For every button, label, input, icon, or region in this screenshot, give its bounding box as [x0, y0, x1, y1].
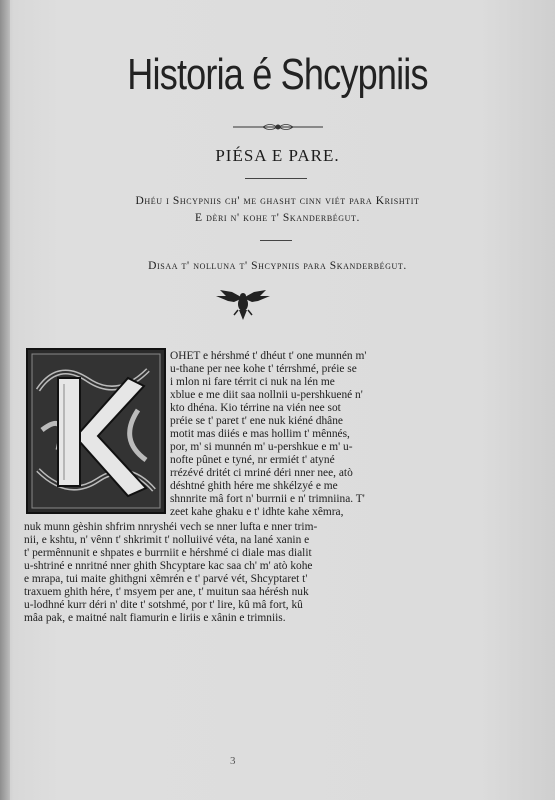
- text-line: e mrapa, tui maite ghithgni xêmrén e t' parvé vét, Shcyptaret t': [24, 573, 308, 585]
- subtitle-line-1: Dhéu i Shcypniis ch' me ghasht cinn viét para Krishtit: [135, 195, 420, 207]
- subtitle-line-2: E dèri n' kohe t' Skanderbégut.: [195, 212, 360, 224]
- text-line: OHET e hérshmé t' dhéut t' one munnén m': [170, 350, 367, 362]
- text-line: déshtné ghith hére me shkélzyé e me: [170, 480, 338, 492]
- text-line: motit mas diiés e mas hollim t' mênnés,: [170, 428, 350, 440]
- divider: [245, 178, 307, 179]
- page-title: Historia é Shcypniis: [127, 50, 428, 99]
- text-line: traxuem ghith hére, t' msyem per ane, t' muitun saa hérésh nuk: [24, 586, 309, 598]
- rule-ornament-icon: [233, 121, 323, 133]
- text-line: t' permênnunit e shpates e burrniit e hérshmé ci diale mas dialit: [24, 547, 312, 559]
- page-number: 3: [230, 755, 236, 767]
- text-line: mâa pak, e maitné nalt fiamurin e liriis e xânin e trimniis.: [24, 612, 286, 624]
- divider: [260, 240, 292, 241]
- text-line: nii, e kshtu, n' vênn t' shkrimit t' nolluiivé véta, na lané xanin e: [24, 534, 310, 546]
- title-ornament: [0, 120, 555, 138]
- text-line: u-lodhné kurr déri n' dite t' sotshmé, por t' lire, kû mâ fort, kû: [24, 599, 303, 611]
- text-line: préie se t' paret t' ene nuk kiéné dhâne: [170, 415, 343, 427]
- section-heading: Disaa t' nolluna t' Shcypniis para Skanderbégut.: [148, 260, 407, 272]
- text-line: nuk munn gèshin shfrim nnryshéi vech se nner lufta e nner trim-: [24, 521, 318, 533]
- initial-k-icon: [28, 350, 164, 512]
- text-line: kto dhéna. Kio térrine na vién nee sot: [170, 402, 341, 414]
- text-line: nofte pûnet e tyné, nr ermiét t' atyné: [170, 454, 335, 466]
- eagle-icon: [212, 288, 274, 329]
- decorative-initial: [26, 348, 166, 514]
- part-heading: PIÉSA E PARE.: [215, 146, 340, 165]
- text-line: zeet kahe ghaku e t' idhte kahe xêmra,: [170, 506, 344, 518]
- text-line: i mlon ni fare térrit ci nuk na lén me: [170, 376, 335, 388]
- text-line: shnnrite mâ fort n' burrnii e n' trimniina. T': [170, 493, 365, 505]
- text-line: u-shtriné e nnritné nner ghith Shcyptare kac saa ch' m' atò kohe: [24, 560, 313, 572]
- text-line: por, m' si munnén m' u-pershkue e m' u-: [170, 441, 353, 453]
- text-line: xblue e me diit saa nollnii u-pershkuené n': [170, 389, 363, 401]
- text-line: rrézévé dritét ci mriné déri nner nee, atò: [170, 467, 353, 479]
- text-line: u-thane per nee kohe t' térrshmé, préie se: [170, 363, 357, 375]
